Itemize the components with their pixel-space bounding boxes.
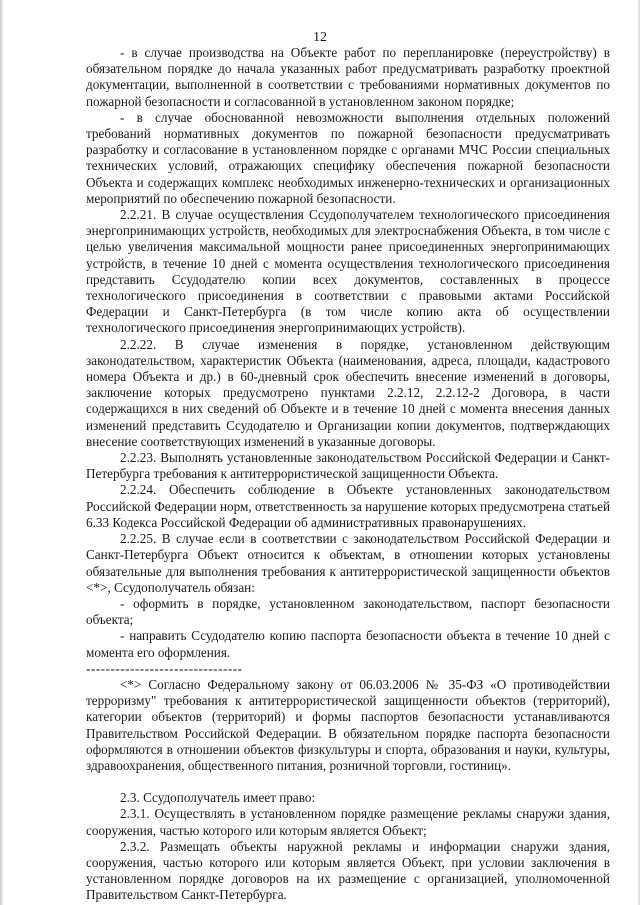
paragraph-redevelopment-works: - в случае производства на Объекте работ по перепланировке (переустройству) в обязательном порядке до начала указанных работ предусматривать разработку проектной документации, выполненной в соответствии с требованиями нормативных документов по пожарной безопасности и согласованной в установленном законом порядке; bbox=[86, 45, 610, 109]
section-gap bbox=[86, 774, 610, 790]
clause-2-2-25: 2.2.25. В случае если в соответствии с законодательством Российской Федерации и Санкт-Петербурга Объект относится к объектам, в отношении которых установлены обязательные для выполнения требования к антитеррористической защищенности объектов <*>, Ссудополучатель обязан: bbox=[86, 531, 610, 595]
footnote-separator: -------------------------------- bbox=[86, 660, 243, 676]
clause-2-3-1: 2.3.1. Осуществлять в установленном порядке размещение рекламы снаружи здания, сооружения, частью которого или которым является Объект; bbox=[86, 806, 610, 838]
paragraph-special-technical-conditions: - в случае обоснованной невозможности выполнения отдельных положений требований нормативных документов по пожарной безопасности предусматривать разработку и согласование в установленном порядке с органами МЧС России специальных технических условий, отражающих специфику обеспечения пожарной безопасности Объекта и содержащих комплекс необходимых инженерно-технических и организационных мероприятий по обеспечению пожарной безопасности. bbox=[86, 109, 610, 206]
page-number: 12 bbox=[313, 30, 327, 45]
item-security-passport: - оформить в порядке, установленном законодательством, паспорт безопасности объекта; bbox=[86, 595, 610, 628]
scan-edge-left bbox=[0, 0, 4, 905]
clause-2-3-2: 2.3.2. Размещать объекты наружной рекламы и информации снаружи здания, сооружения, частью которого или которым является Объект, при условии заключения в установленном порядке договоров на их размещение с организацией, уполномоченной Правительством Санкт-Петербурга. bbox=[86, 838, 610, 903]
section-2-3-heading: 2.3. Ссудополучатель имеет право: bbox=[120, 790, 316, 806]
footnote: <*> Согласно Федеральному закону от 06.03.2006 № 35-ФЗ «О противодействии терроризму" требования к антитеррористической защищенности объектов (территорий), категории объектов (территорий) и формы паспортов безопасности устанавливаются Правительством Российской Федерации. В обязательном порядке паспорта безопасности оформляются в отношении объектов физкультуры и спорта, образования и науки, культуры, здравоохранения, общественного питания, розничной торговли, гостиниц». bbox=[86, 676, 610, 773]
clause-2-2-23: 2.2.23. Выполнять установленные законодательством Российской Федерации и Санкт-Петербурга требования к антитеррористической защищенности Объекта. bbox=[86, 450, 610, 482]
clause-2-2-24: 2.2.24. Обеспечить соблюдение в Объекте установленных законодательством Российской Федерации норм, ответственность за нарушение которых предусмотрена статьей 6.33 Кодекса Российской Федерации об административных правонарушениях. bbox=[86, 482, 610, 530]
clause-2-2-22: 2.2.22. В случае изменения в порядке, установленном действующим законодательством, характеристик Объекта (наименования, адреса, площади, кадастрового номера Объекта и др.) в 60-дневный срок обеспечить внесение изменений в договоры, заключение которых предусмотрено пунктами 2.2.12, 2.2.12-2 Договора, в части содержащихся в них сведений об Объекте и в течение 10 дней с момента внесения данных изменений представить Ссудодателю и Организации копии документов, подтверждающих внесение соответствующих изменений в указанные договоры. bbox=[86, 336, 610, 449]
document-body bbox=[86, 45, 610, 904]
item-send-passport-copy: - направить Ссудодателю копию паспорта безопасности объекта в течение 10 дней с момента его оформления. bbox=[86, 628, 610, 660]
clause-2-2-21: 2.2.21. В случае осуществления Ссудополучателем технологического присоединения энергопринимающих устройств, необходимых для электроснабжения Объекта, в том числе с целью увеличения максимальной мощности ранее присоединенных энергопринимающих устройств, в течение 10 дней с момента осуществления технологического присоединения представить Ссудодателю копии всех документов, составленных в процессе технологического присоединения в соответствии с правовыми актами Российской Федерации и Санкт-Петербурга (в том числе копию акта об осуществлении технологического присоединения энергопринимающих устройств). bbox=[86, 207, 610, 336]
